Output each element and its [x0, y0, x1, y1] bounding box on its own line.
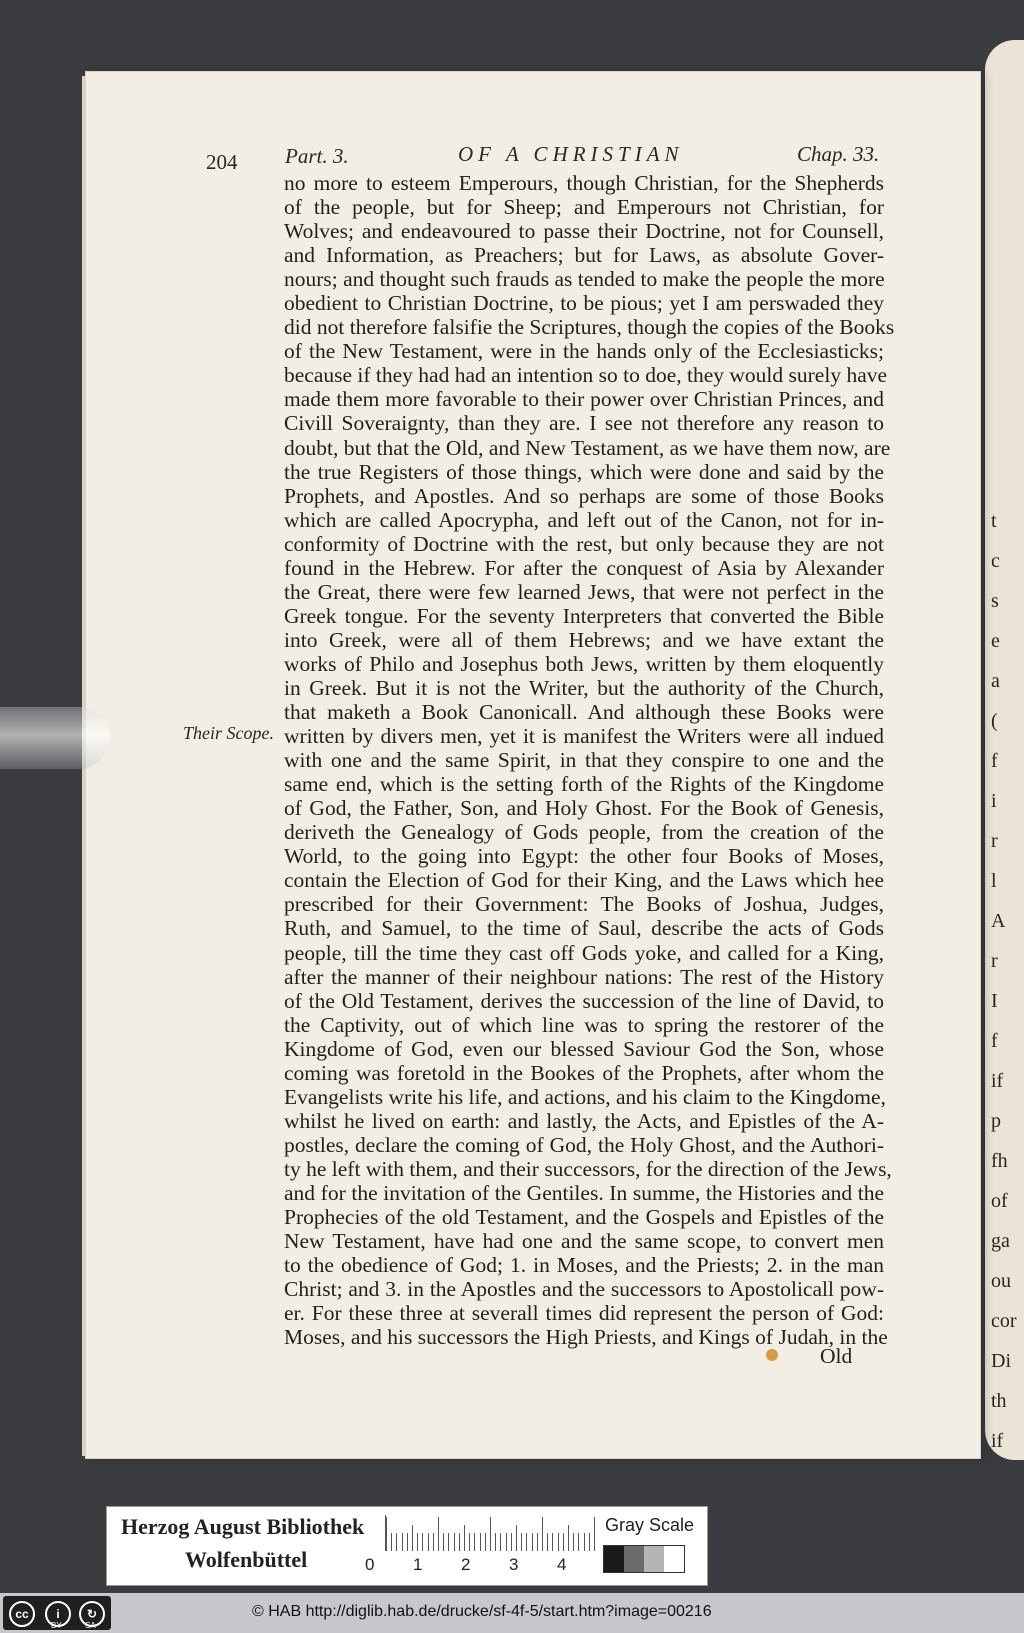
ruler-tick — [578, 1533, 579, 1551]
ruler-tick — [594, 1517, 595, 1551]
ruler-tick — [459, 1533, 460, 1551]
text-line: and Information, as Preachers; but for Laws, as absolute Gover- — [284, 243, 884, 268]
running-title: OF A CHRISTIAN — [458, 142, 684, 166]
ruler-tick — [402, 1533, 403, 1551]
next-page-fragment: ga — [991, 1230, 1010, 1252]
next-page-fragment: if — [991, 1070, 1004, 1092]
ruler-tick — [521, 1533, 522, 1551]
text-line: Wolves; and endeavoured to passe their Doctrine, not for Counsell, — [284, 219, 884, 244]
ruler-tick — [558, 1533, 559, 1551]
ruler-tick — [469, 1533, 470, 1551]
text-line: whilst he lived on earth: and lastly, the Acts, and Epistles of the A- — [284, 1108, 884, 1133]
ruler-tick — [542, 1517, 543, 1551]
ruler-tick — [480, 1533, 481, 1551]
text-line: Civill Soveraignty, than they are. I see not therefore any reason to — [284, 411, 884, 436]
text-line: found in the Hebrew. For after the conquest of Asia by Alexander — [284, 555, 884, 580]
text-line: coming was foretold in the Bookes of the Prophets, after whom the — [284, 1060, 884, 1085]
text-line: er. For these three at severall times did represent the person of God: — [284, 1301, 884, 1326]
ruler-tick — [454, 1533, 455, 1551]
scale-ruler — [385, 1515, 601, 1551]
text-line: Christ; and 3. in the Apostles and the successors to Apostolicall pow- — [284, 1277, 884, 1302]
running-head — [0, 136, 1024, 174]
margin-note: Their Scope. — [183, 723, 274, 743]
cc-icon: cc — [9, 1601, 35, 1627]
next-page-fragment: p — [991, 1110, 1001, 1132]
text-line: Prophecies of the old Testament, and the Gospels and Epistles of the — [284, 1205, 884, 1230]
text-line: conformity of Doctrine with the rest, but only because they are not — [284, 531, 884, 556]
ruler-tick — [396, 1533, 397, 1551]
text-line: New Testament, have had one and the same scope, to convert men — [284, 1229, 884, 1254]
ruler-tick — [391, 1533, 392, 1551]
ruler-tick — [448, 1533, 449, 1551]
text-line: nours; and thought such frauds as tended to make the people the more — [284, 267, 885, 292]
ruler-tick — [490, 1517, 491, 1551]
text-line: which are called Apocrypha, and left out of the Canon, not for in- — [284, 507, 884, 532]
text-line: because if they had had an intention so to doe, they would surely have — [284, 363, 888, 388]
chapter-label: Chap. 33. — [797, 142, 880, 166]
text-line: doubt, but that the Old, and New Testament, as we have them now, are — [284, 435, 891, 460]
ruler-tick — [547, 1533, 548, 1551]
text-line: obedient to Christian Doctrine, to be pious; yet I am perswaded they — [284, 291, 884, 316]
color-scale-bar — [106, 1506, 708, 1586]
sa-label: SA — [85, 1621, 96, 1630]
text-line: contain the Election of God for their King, and the Laws which hee — [284, 868, 884, 893]
source-url[interactable]: © HAB http://diglib.hab.de/drucke/sf-4f-5/start.htm?image=00216 — [252, 1603, 712, 1620]
next-page-fragment: of — [991, 1190, 1008, 1212]
stain-dot — [766, 1349, 778, 1361]
text-line: Moses, and his successors the High Priests, and Kings of Judah, in the — [284, 1325, 888, 1350]
text-line: works of Philo and Josephus both Jews, written by them eloquently — [284, 651, 884, 676]
page-number: 204 — [206, 150, 238, 174]
text-line: same end, which is the setting forth of the Rights of the Kingdome — [284, 772, 884, 797]
ruler-tick — [506, 1533, 507, 1551]
text-line: World, to the going into Egypt: the other four Books of Moses, — [284, 844, 884, 869]
footer-bar — [0, 1593, 1024, 1633]
next-page-edge — [985, 40, 1024, 1460]
next-page-fragment: fh — [991, 1150, 1008, 1172]
ruler-tick — [433, 1533, 434, 1551]
ruler-tick — [589, 1533, 590, 1551]
library-name: Herzog August Bibliothek — [121, 1514, 365, 1539]
ruler-number: 2 — [461, 1555, 471, 1574]
next-page-fragment: ou — [991, 1270, 1011, 1292]
ruler-tick — [428, 1533, 429, 1551]
next-page-fragment: A — [991, 910, 1006, 932]
text-line: after the manner of their neighbour nations: The rest of the History — [284, 964, 884, 989]
text-line: of God, the Father, Son, and Holy Ghost. For the Book of Genesis, — [284, 796, 884, 821]
text-line: to the obedience of God; 1. in Moses, and the Priests; 2. in the man — [284, 1253, 884, 1278]
ruler-tick — [495, 1533, 496, 1551]
gray-step — [644, 1546, 664, 1572]
ruler-tick — [532, 1533, 533, 1551]
text-line: that maketh a Book Canonicall. And although these Books were — [284, 700, 884, 725]
text-line: of the people, but for Sheep; and Emperours not Christian, for — [284, 195, 884, 220]
ruler-tick — [537, 1533, 538, 1551]
library-city: Wolfenbüttel — [185, 1547, 308, 1572]
next-page-fragment: c — [991, 550, 1000, 572]
text-line: Greek tongue. For the seventy Interpreters that converted the Bible — [284, 603, 884, 628]
ruler-tick — [407, 1533, 408, 1551]
text-line: the Captivity, out of which line was to spring the restorer of the — [284, 1012, 884, 1037]
gray-scale-steps — [603, 1545, 685, 1573]
ruler-tick — [516, 1525, 517, 1551]
text-line: Ruth, and Samuel, to the time of Saul, describe the acts of Gods — [284, 916, 884, 941]
page-clip — [0, 707, 110, 769]
text-line: of the Old Testament, derives the succession of the line of David, to — [284, 988, 884, 1013]
next-page-fragment: f — [991, 750, 998, 772]
ruler-tick — [568, 1525, 569, 1551]
ruler-tick — [417, 1533, 418, 1551]
text-line: the true Registers of those things, which were done and said by the — [284, 459, 884, 484]
part-label: Part. 3. — [285, 144, 349, 168]
text-line: made them more favorable to their power over Christian Princes, and — [284, 387, 884, 412]
text-line: and for the invitation of the Gentiles. In summe, the Histories and the — [284, 1180, 884, 1205]
text-line: Kingdome of God, even our blessed Saviour God the Son, whose — [284, 1036, 884, 1061]
next-page-fragment: f — [991, 1030, 998, 1052]
text-line: postles, declare the coming of God, the Holy Ghost, and the Authori- — [284, 1132, 884, 1157]
ruler-tick — [573, 1533, 574, 1551]
ruler-tick — [485, 1533, 486, 1551]
text-line: of the New Testament, were in the hands only of the Ecclesiasticks; — [284, 339, 884, 364]
ruler-tick — [412, 1525, 413, 1551]
next-page-fragment: t — [991, 510, 997, 532]
cc-license-badge[interactable] — [3, 1596, 111, 1630]
gray-step — [664, 1546, 684, 1572]
next-page-fragment: r — [991, 950, 998, 972]
ruler-number: 1 — [413, 1555, 423, 1574]
text-line: into Greek, were all of them Hebrews; and we have extant the — [284, 627, 884, 652]
next-page-fragment: l — [991, 870, 997, 892]
ruler-tick — [438, 1517, 439, 1551]
next-page-fragment: Di — [991, 1350, 1011, 1372]
ruler-tick — [511, 1533, 512, 1551]
text-line: in Greek. But it is not the Writer, but the authority of the Church, — [284, 675, 884, 700]
sa-icon: ↻ — [79, 1601, 105, 1627]
next-page-fragment: e — [991, 630, 1000, 652]
next-page-fragment: r — [991, 830, 998, 852]
ruler-number: 3 — [509, 1555, 519, 1574]
body-text — [284, 171, 895, 1350]
ruler-tick — [526, 1533, 527, 1551]
gray-step — [604, 1546, 624, 1572]
catchword: Old — [820, 1344, 853, 1368]
text-line: written by divers men, yet it is manifest the Writers were all indued — [284, 724, 884, 749]
text-line: no more to esteem Emperours, though Christian, for the Shepherds — [284, 171, 884, 195]
ruler-number: 0 — [365, 1555, 375, 1574]
text-line: prescribed for their Government: The Books of Joshua, Judges, — [284, 892, 884, 917]
next-page-fragment: cor — [991, 1310, 1017, 1332]
text-line: deriveth the Genealogy of Gods people, from the creation of the — [284, 820, 884, 845]
text-line: Evangelists write his life, and actions, and his claim to the Kingdome, — [284, 1084, 886, 1109]
gray-scale-label: Gray Scale — [605, 1515, 695, 1535]
next-page-fragment: s — [991, 590, 999, 612]
ruler-tick — [584, 1533, 585, 1551]
by-icon: i — [45, 1601, 71, 1627]
next-page-fragment: i — [991, 790, 997, 812]
ruler-tick — [500, 1533, 501, 1551]
text-line: did not therefore falsifie the Scriptures, though the copies of the Books — [284, 315, 895, 340]
next-page-fragment: ( — [991, 710, 998, 732]
text-line: people, till the time they cast off Gods yoke, and called for a King, — [284, 940, 884, 965]
ruler-tick — [563, 1533, 564, 1551]
text-line: Prophets, and Apostles. And so perhaps are some of those Books — [284, 483, 884, 508]
ruler-tick — [464, 1525, 465, 1551]
ruler-tick — [474, 1533, 475, 1551]
next-page-fragment: if — [991, 1430, 1004, 1452]
text-line: ty he left with them, and their successors, for the direction of the Jews, — [284, 1156, 892, 1181]
ruler-tick — [422, 1533, 423, 1551]
next-page-fragment: th — [991, 1390, 1007, 1412]
next-page-fragment: a — [991, 670, 1000, 692]
gray-step — [624, 1546, 644, 1572]
next-page-fragment: I — [991, 990, 998, 1012]
ruler-tick — [386, 1517, 387, 1551]
ruler-tick — [552, 1533, 553, 1551]
by-label: BY — [51, 1621, 62, 1630]
ruler-number: 4 — [557, 1555, 567, 1574]
ruler-tick — [443, 1533, 444, 1551]
text-line: with one and the same Spirit, in that they conspire to one and the — [284, 748, 884, 773]
text-line: the Great, there were few learned Jews, that were not perfect in the — [284, 579, 884, 604]
